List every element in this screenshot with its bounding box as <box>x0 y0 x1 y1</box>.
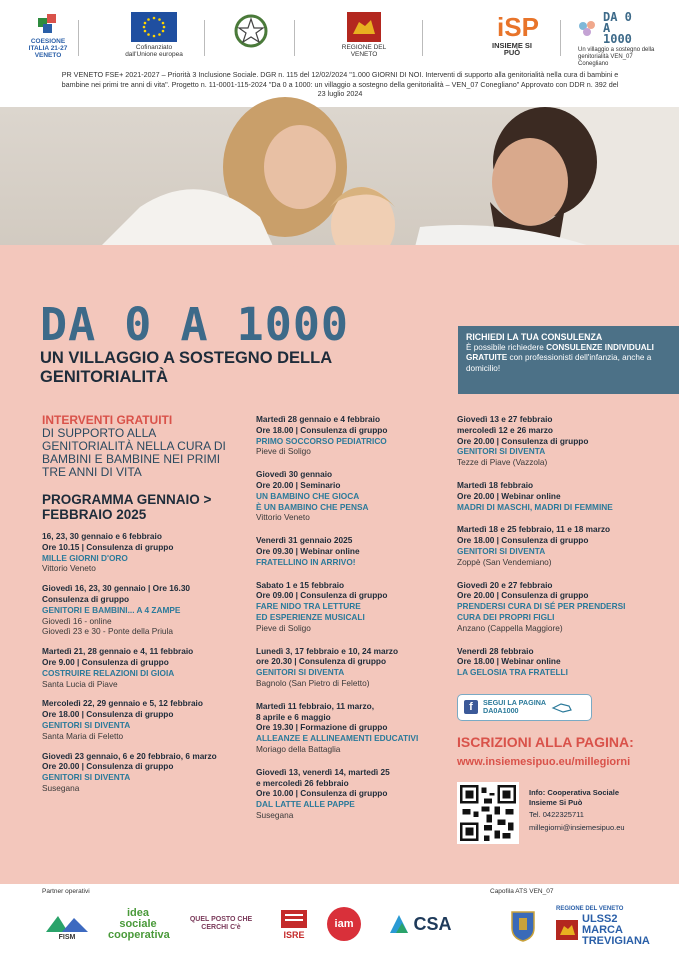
partner-logo-iam: iam <box>326 906 362 942</box>
coesione-icon <box>34 12 62 36</box>
eu-logo: Cofinanziato dall'Unione europea <box>124 12 184 58</box>
contact-email[interactable]: millegiorni@insiemesipuo.eu <box>529 822 625 832</box>
separator <box>422 20 423 56</box>
iscrizioni-title: ISCRIZIONI ALLA PAGINA: <box>457 733 634 750</box>
repubblica-emblem <box>234 12 268 50</box>
event-item: Giovedì 16, 23, 30 gennaio | Ore 16.30 Consulenza di gruppo GENITORI E BAMBINI... A 4 ZAMPE Giovedì 16 - online Giovedì 23 e 30 - Ponte della Priula <box>42 583 191 637</box>
contact-info: Info: Cooperativa Sociale Insieme Si Può Tel. 0422325711 millegiorni@insiemesipuo.eu <box>529 787 625 832</box>
coat-of-arms-icon <box>510 910 536 942</box>
separator <box>560 20 561 56</box>
capofila-logo-stemma <box>506 904 540 948</box>
column-1 <box>42 414 242 794</box>
coesione-italia-logo: COESIONE ITALIA 21-27 VENETO <box>28 12 68 59</box>
qr-code-icon <box>460 785 516 841</box>
event-item: Martedì 21, 28 gennaio e 4, 11 febbraio Ore 9.00 | Consulenza di gruppo COSTRUIRE RELAZIONI DI GIOIA Santa Lucia di Piave <box>42 646 194 689</box>
facebook-follow-button[interactable]: f SEGUI LA PAGINA DA0A1000 <box>457 694 592 721</box>
consultation-text: È possibile richiedere CONSULENZE INDIVIDUALI GRATUITE con professionisti dell'infanzia, anche a domicilio! <box>466 342 654 373</box>
da0a1000-logo: DA 0 A 1000 Un villaggio a sostegno della genitorialità VEN_07 Conegliano <box>578 10 655 67</box>
page-subtitle: UN VILLAGGIO A SOSTEGNO DELLA GENITORIALITÀ <box>40 349 332 386</box>
event-item: Mercoledì 22, 29 gennaio e 5, 12 febbraio Ore 18.00 | Consulenza di gruppo GENITORI SI DIVENTA Santa Maria di Feletto <box>42 698 203 741</box>
event-item: Giovedì 30 gennaio Ore 20.00 | Seminario UN BAMBINO CHE GIOCA È UN BAMBINO CHE PENSA Vittorio Veneto <box>256 469 369 523</box>
hand-pointer-icon <box>551 700 573 714</box>
partner-logo-csa: CSA <box>380 906 460 942</box>
partner-logo-isre: ISRE <box>274 904 314 944</box>
footer-partners <box>0 884 679 960</box>
partner-logo-fism: FISM <box>42 908 92 944</box>
event-item: Martedì 18 e 25 febbraio, 11 e 18 marzo Ore 18.00 | Consulenza di gruppo GENITORI SI DIVENTA Zoppè (San Vendemiano) <box>457 524 611 567</box>
event-item: Martedì 11 febbraio, 11 marzo, 8 aprile e 6 maggio Ore 19.30 | Formazione di gruppo ALLEANZE E ALLINEAMENTI EDUCATIVI Moriago della Battaglia <box>256 700 419 754</box>
consultation-box <box>458 326 679 394</box>
csa-icon <box>388 913 410 935</box>
column-3 <box>457 414 657 844</box>
qr-code[interactable] <box>457 782 519 844</box>
capofila-logo-ulss2: REGIONE DEL VENETO ULSS2 MARCA TREVIGIANA <box>556 905 650 947</box>
partner-label: Partner operativi <box>42 888 90 895</box>
facebook-icon: f <box>464 700 478 714</box>
column-2 <box>256 414 446 821</box>
event-item: Giovedì 13, venerdì 14, martedì 25 e mercoledì 26 febbraio Ore 10.00 | Consulenza di gruppo DAL LATTE ALLE PAPPE Susegana <box>256 766 390 820</box>
emblem-icon <box>234 12 268 50</box>
event-item: Giovedì 13 e 27 febbraio mercoledì 12 e 26 marzo Ore 20.00 | Consulenza di gruppo GENITORI SI DIVENTA Tezze di Piave (Vazzola) <box>457 414 589 468</box>
lion-icon <box>347 12 381 42</box>
event-item: Giovedì 23 gennaio, 6 e 20 febbraio, 6 marzo Ore 20.00 | Consulenza di gruppo GENITORI SI DIVENTA Susegana <box>42 750 217 793</box>
event-item: Martedì 28 gennaio e 4 febbraio Ore 18.00 | Consulenza di gruppo PRIMO SOCCORSO PEDIATRICO Pieve di Soligo <box>256 414 388 457</box>
eu-flag-icon <box>131 12 177 42</box>
svg-text:iSP: iSP <box>497 12 539 42</box>
event-item: Martedì 18 febbraio Ore 20.00 | Webinar online MADRI DI MASCHI, MADRI DI FEMMINE <box>457 479 613 512</box>
separator <box>294 20 295 56</box>
event-item: Venerdì 28 febbraio Ore 18.00 | Webinar online LA GELOSIA TRA FRATELLI <box>457 645 568 678</box>
insieme-si-puo-logo: iSP INSIEME SI PUÒ <box>492 12 539 57</box>
intro-text: DI SUPPORTO ALLA GENITORIALITÀ NELLA CURA DI BAMBINI E BAMBINE NEI PRIMI TRE ANNI DI VITA <box>42 426 226 479</box>
intro-highlight: INTERVENTI GRATUITI <box>42 413 173 427</box>
consultation-title: RICHIEDI LA TUA CONSULENZA <box>466 332 603 342</box>
page-title: DA 0 A 1000 <box>40 298 350 351</box>
event-item: Venerdì 31 gennaio 2025 Ore 09.30 | Webinar online FRATELLINO IN ARRIVO! <box>256 535 360 567</box>
event-item: Sabato 1 e 15 febbraio Ore 09.00 | Consulenza di gruppo FARE NIDO TRA LETTURE ED ESPERIENZE MUSICALI Pieve di Soligo <box>256 579 388 633</box>
event-item: 16, 23, 30 gennaio e 6 febbraio Ore 10.15 | Consulenza di gruppo MILLE GIORNI D'ORO Vittorio Veneto <box>42 531 174 574</box>
program-title: PROGRAMMA GENNAIO > FEBBRAIO 2025 <box>42 492 212 522</box>
qr-info-row <box>457 782 657 844</box>
regione-lion-icon <box>556 920 578 940</box>
isre-icon <box>279 908 309 930</box>
fism-icon <box>44 912 90 934</box>
program-reference-text: PR VENETO FSE+ 2021-2027 – Priorità 3 Inclusione Sociale. DGR n. 115 del 12/02/2024 "1.000 GIORNI DI NOI. Interventi di supporto alla genitorialità nella cura di bambini e bambine nei primi tre anni di vita". Progetto n. 11-0001-115-2024 "Da 0 a 1000: un villaggio a sostegno della genitorialità – VEN_07 Conegliano" Approvato con DDR n. 392 del 23 luglio 2024 <box>61 70 619 98</box>
iscrizioni-link[interactable]: www.insiemesipuo.eu/millegiorni <box>457 755 631 768</box>
partner-logo-idea-sociale: idea sociale cooperativa <box>108 906 170 941</box>
capofila-label: Capofila ATS VEN_07 <box>490 888 554 895</box>
hands-icon <box>578 20 600 38</box>
partner-logo-quel-posto: QUEL POSTO CHE CERCHI C'è <box>189 916 253 931</box>
event-item: Lunedì 3, 17 febbraio e 10, 24 marzo ore 20.30 | Consulenza di gruppo GENITORI SI DIVENTA Bagnolo (San Pietro di Feletto) <box>256 645 399 688</box>
separator <box>78 20 79 56</box>
header-logos <box>0 0 679 68</box>
regione-veneto-logo: REGIONE DEL VENETO <box>334 12 394 58</box>
separator <box>204 20 205 56</box>
event-item: Giovedì 20 e 27 febbraio Ore 20.00 | Consulenza di gruppo PRENDERSI CURA DI SÉ PER PRENDERSI CURA DEI PROPRI FIGLI Anzano (Cappella Maggiore) <box>457 579 626 633</box>
